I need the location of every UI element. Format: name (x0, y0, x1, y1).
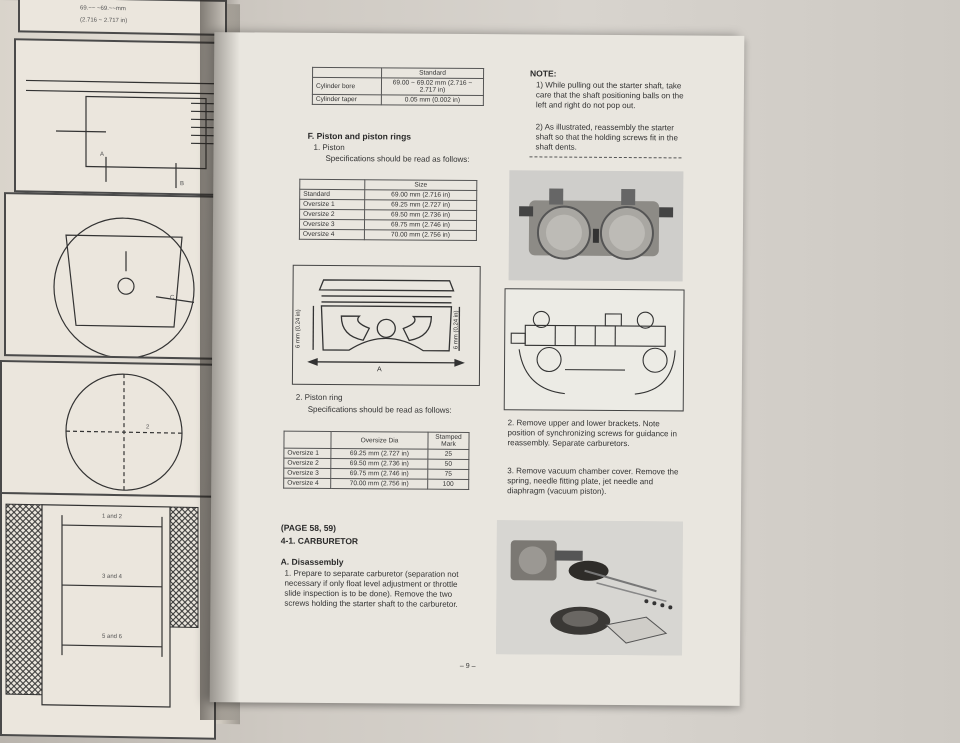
section-f-title: F. Piston and piston rings (308, 131, 411, 142)
piston-row-value: 69.75 mm (2.746 in) (364, 220, 476, 231)
left-label-c: C (170, 295, 174, 301)
cylinder-row-label: Cylinder bore (312, 77, 381, 94)
cylinder-row-label: Cylinder taper (312, 94, 381, 104)
ring-row-mark: 100 (428, 479, 469, 489)
note-divider (529, 156, 681, 158)
left-cylinder-diagram (14, 38, 228, 196)
right-page (210, 32, 745, 706)
piston-ring-text: Specifications should be read as follows: (308, 405, 474, 416)
carburetor-photo (509, 170, 684, 281)
left-label-2: 2 (146, 425, 149, 431)
cylinder-row-value: 0.05 mm (0.002 in) (381, 95, 483, 106)
disassembled-parts-photo (496, 520, 683, 655)
piston-table-header: Size (365, 180, 477, 191)
bore-measure-drawing (2, 494, 214, 738)
left-label-5and6: 5 and 6 (102, 634, 122, 640)
parts-photo-drawing (496, 520, 683, 655)
page-reference: (PAGE 58, 59) (281, 523, 336, 533)
ring-spec-table (283, 431, 469, 490)
carburetor-assembly-drawing (505, 289, 684, 410)
ring-row-dia: 70.00 mm (2.756 in) (331, 478, 428, 489)
piston-diagram (292, 265, 481, 386)
note-title: NOTE: (530, 68, 557, 78)
piston-dim-left: 6 mm (0.24 in) (295, 309, 301, 348)
ring-col-mark: Stamped Mark (428, 432, 469, 449)
ring-row-dia: 69.75 mm (2.746 in) (331, 468, 428, 479)
ring-row-dia: 69.25 mm (2.727 in) (331, 448, 428, 459)
left-label-a: A (100, 152, 104, 158)
page-number: – 9 – (460, 662, 476, 672)
ring-row-label: Oversize 4 (284, 478, 331, 488)
left-bore-circle-diagram (0, 360, 216, 498)
bore-circle-drawing (2, 362, 214, 496)
piston-row-label: Oversize 4 (299, 229, 364, 239)
piston-row-label: Oversize 2 (300, 209, 365, 219)
step-2: 2. Remove upper and lower brackets. Note position of synchronizing screws for guidance in reassembly. Separate carburetors. (507, 418, 683, 449)
piston-row-label: Oversize 3 (299, 219, 364, 229)
ring-row-mark: 25 (428, 449, 469, 459)
ring-row-label: Oversize 2 (284, 458, 331, 468)
left-label-1and2: 1 and 2 (102, 514, 122, 520)
piston-size-table (299, 179, 477, 241)
cylinder-table-header: Standard (382, 68, 484, 79)
cylinder-spec-table (312, 67, 484, 106)
left-label-3and4: 3 and 4 (102, 574, 122, 580)
left-label-b: B (180, 181, 184, 187)
carburetor-photo-drawing (509, 170, 684, 281)
piston-row-value: 70.00 mm (2.756 in) (364, 230, 476, 241)
left-spec-table (18, 0, 227, 36)
disassembly-title: A. Disassembly (281, 557, 344, 567)
spine-shadow (200, 0, 240, 720)
left-table-row1: 69.~~ ~69.~~mm (80, 5, 126, 12)
piston-circle-drawing (6, 194, 218, 358)
piston-row-label: Standard (300, 189, 365, 199)
left-table-row2: (2.716 ~ 2.717 in) (80, 17, 127, 24)
carburetor-heading: 4-1. CARBURETOR (281, 536, 358, 547)
piston-row-value: 69.00 mm (2.716 in) (365, 190, 477, 201)
step-3: 3. Remove vacuum chamber cover. Remove the spring, needle fitting plate, jet needle and diaphragm (vacuum piston). (507, 466, 683, 497)
piston-label-a: A (377, 366, 382, 373)
piston-drawing (293, 266, 480, 385)
note-item-1: 1) While pulling out the starter shaft, take care that the shaft positioning balls on the left and right do not pop out. (536, 80, 686, 111)
piston-row-value: 69.25 mm (2.727 in) (365, 200, 477, 211)
disassembly-step1: 1. Prepare to separate carburetor (separation not necessary if only float level adjustment or throttle slide inspection is to be done). Remove the two screws holding the starter shaft to the carburetor. (284, 569, 470, 610)
piston-text: Specifications should be read as follows: (325, 154, 485, 165)
note-item-2: 2) As illustrated, reassembly the starter shaft so that the holding screws fit in the shaft dents. (536, 122, 686, 153)
cylinder-row-value: 69.00 ~ 69.02 mm (2.716 ~ 2.717 in) (381, 78, 483, 96)
ring-row-mark: 75 (428, 469, 469, 479)
piston-row-value: 69.50 mm (2.736 in) (365, 210, 477, 221)
ring-row-dia: 69.50 mm (2.736 in) (331, 458, 428, 469)
ring-col-dia: Oversize Dia (331, 431, 428, 449)
cylinder-diagram-drawing (16, 40, 226, 194)
ring-row-mark: 50 (428, 459, 469, 469)
piston-title: 1. Piston (314, 143, 345, 153)
ring-row-label: Oversize 3 (284, 468, 331, 478)
left-piston-circle-diagram (4, 192, 220, 360)
piston-ring-title: 2. Piston ring (296, 393, 343, 403)
ring-row-label: Oversize 1 (284, 448, 331, 458)
left-bore-measure-diagram (0, 492, 216, 740)
piston-row-label: Oversize 1 (300, 199, 365, 209)
carburetor-line-drawing (504, 288, 685, 411)
piston-dim-right: 6 mm (0.24 in) (453, 310, 459, 349)
